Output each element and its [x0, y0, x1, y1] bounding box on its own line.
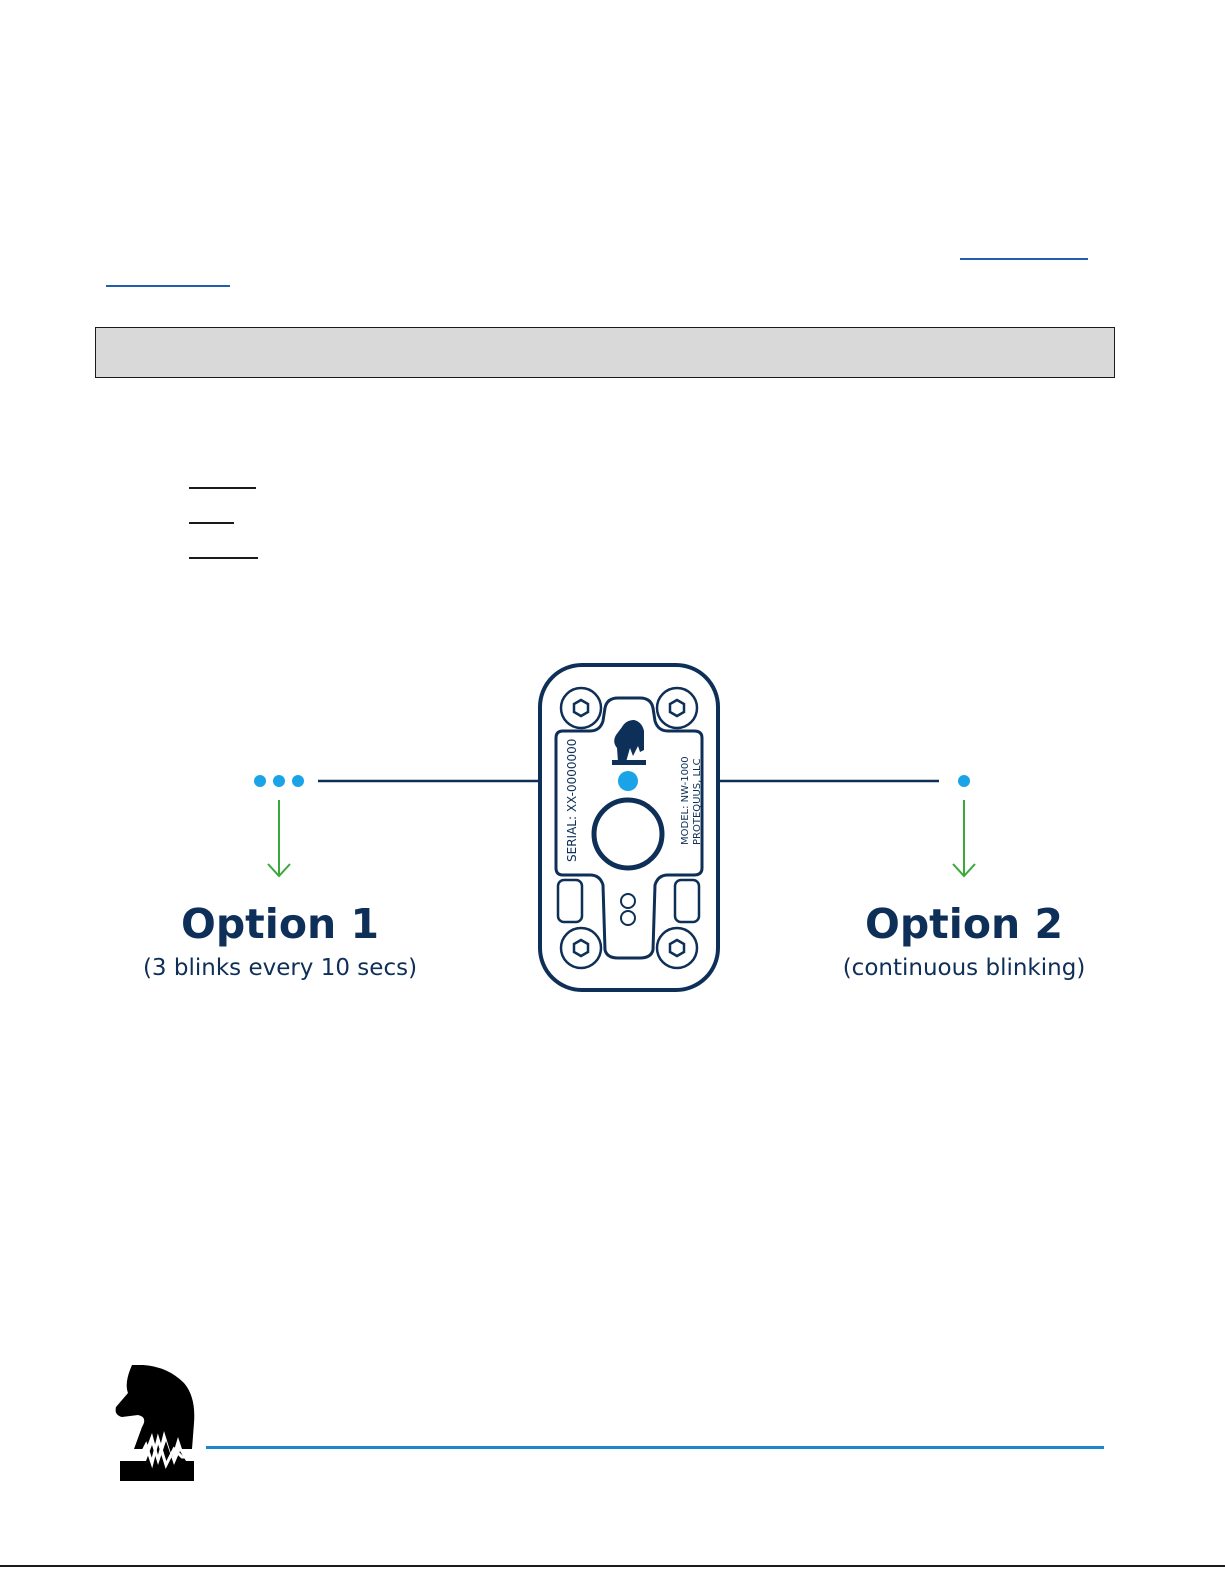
option1-title: Option 1: [180, 900, 379, 948]
list-item-underline-2: [189, 522, 234, 524]
option1-blink-dot-3: [292, 775, 304, 787]
list-item-underline-1: [189, 487, 256, 489]
hyperlink-underline-1[interactable]: [960, 258, 1088, 260]
knight-horse-logo-icon: [112, 1365, 200, 1481]
option2-subtitle: (continuous blinking): [842, 955, 1086, 981]
device-company-label: PROTEQUUS, LLC: [692, 758, 703, 845]
shaded-note-box: [95, 327, 1115, 378]
option1-blink-dot-1: [254, 775, 266, 787]
page-bottom-border: [0, 1565, 1225, 1567]
option1-down-arrow-icon: [268, 800, 290, 876]
option1-blink-dot-2: [273, 775, 285, 787]
device-led-indicator: [618, 771, 638, 791]
device-model-label: MODEL: NW-1000: [680, 756, 691, 845]
option2-down-arrow-icon: [953, 800, 975, 876]
option1-subtitle: (3 blinks every 10 secs): [142, 955, 418, 981]
footer-rule: [206, 1446, 1104, 1449]
hyperlink-underline-2[interactable]: [106, 285, 230, 287]
device-serial-label: SERIAL: XX-0000000: [565, 738, 579, 862]
option2-blink-dot: [958, 775, 970, 787]
list-item-underline-3: [189, 557, 258, 559]
option2-title: Option 2: [864, 900, 1063, 948]
